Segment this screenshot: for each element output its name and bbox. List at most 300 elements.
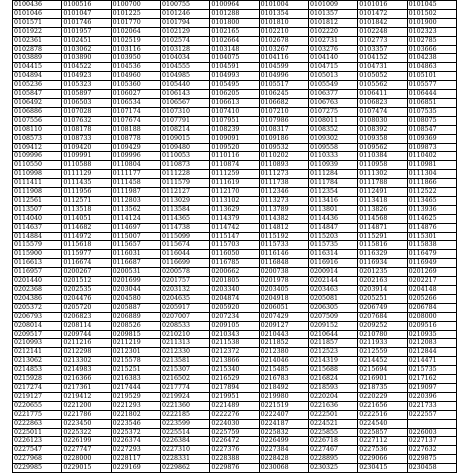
table-cell: 0116314 [308, 250, 357, 259]
table-cell: 0225759 [210, 428, 259, 437]
table-cell: 0210780 [358, 330, 407, 339]
table-cell: 0225832 [259, 428, 308, 437]
table-cell: 0217162 [407, 375, 456, 384]
table-cell: 0111304 [407, 170, 456, 179]
table-cell: 0200531 [111, 268, 160, 277]
table-cell: 0102323 [407, 27, 456, 36]
table-cell: 0114972 [62, 232, 111, 241]
table-cell: 0112561 [13, 196, 62, 205]
table-cell: 0222516 [358, 410, 407, 419]
table-cell: 0102165 [210, 27, 259, 36]
table-cell: 0115147 [210, 232, 259, 241]
table-cell: 0103666 [407, 45, 456, 54]
table-cell: 0204476 [62, 294, 111, 303]
table-cell: 0114051 [62, 214, 111, 223]
table-cell: 0205720 [62, 303, 111, 312]
table-cell: 0114382 [259, 214, 308, 223]
table-cell: 0100436 [13, 1, 62, 10]
table-row [13, 81, 457, 90]
table-cell: 0106205 [210, 90, 259, 99]
table-cell: 0103062 [62, 45, 111, 54]
table-cell: 0115900 [13, 250, 62, 259]
table-row [13, 348, 457, 357]
table-cell: 0116916 [308, 259, 357, 268]
table-cell: 0211538 [210, 339, 259, 348]
table-cell: 0215485 [259, 366, 308, 375]
table-cell: 0104894 [13, 72, 62, 81]
table-cell: 0103267 [259, 45, 308, 54]
table-cell: 0107674 [111, 116, 160, 125]
table-cell: 0107791 [160, 116, 209, 125]
table-cell: 0108778 [111, 134, 160, 143]
table-cell: 0220204 [308, 392, 357, 401]
table-cell: 0228000 [62, 455, 111, 464]
table-cell: 0115674 [160, 241, 209, 250]
table-cell: 0100700 [111, 1, 160, 10]
table-row [13, 392, 457, 401]
table-cell: 0212372 [210, 348, 259, 357]
table-cell: 0106027 [111, 90, 160, 99]
table-row [13, 1, 457, 10]
table-cell: 0108178 [62, 125, 111, 134]
table-cell: 0102664 [210, 36, 259, 45]
table-cell: 0206784 [407, 303, 456, 312]
table-cell: 0212141 [13, 348, 62, 357]
table-cell: 0226384 [160, 437, 209, 446]
table-cell: 0111458 [111, 179, 160, 188]
table-row [13, 277, 457, 286]
table-cell: 0115301 [407, 232, 456, 241]
table-cell: 0111129 [62, 170, 111, 179]
table-row [13, 241, 457, 250]
table-cell: 0114884 [13, 232, 62, 241]
table-cell: 0216901 [358, 375, 407, 384]
table-cell: 0212380 [259, 348, 308, 357]
table-cell: 0227310 [160, 446, 209, 455]
table-row [13, 294, 457, 303]
table-cell: 0226123 [13, 437, 62, 446]
table-cell: 0109562 [358, 143, 407, 152]
table-cell: 0110116 [210, 152, 259, 161]
table-cell: 0209516 [407, 321, 456, 330]
table-cell: 0217274 [13, 383, 62, 392]
table-cell: 0106682 [259, 98, 308, 107]
table-cell: 0116699 [160, 259, 209, 268]
table-cell: 0227376 [210, 446, 259, 455]
table-cell: 0108317 [259, 125, 308, 134]
table-cell: 0206305 [308, 303, 357, 312]
table-cell: 0108547 [407, 125, 456, 134]
table-cell: 0220655 [13, 401, 62, 410]
table-cell: 0209517 [13, 330, 62, 339]
table-cell: 0113518 [62, 205, 111, 214]
table-cell: 0208000 [407, 312, 456, 321]
table-cell: 0110550 [13, 161, 62, 170]
table-cell: 0209152 [308, 321, 357, 330]
table-cell: 0101472 [358, 9, 407, 18]
table-cell: 0116934 [358, 259, 407, 268]
table-row [13, 455, 457, 464]
table-cell: 0209127 [259, 321, 308, 330]
table-cell: 0114040 [13, 214, 62, 223]
table-cell: 0228388 [210, 455, 259, 464]
table-cell: 0104140 [308, 54, 357, 63]
table-cell: 0105360 [111, 81, 160, 90]
table-cell: 0200267 [62, 268, 111, 277]
table-cell: 0105440 [160, 81, 209, 90]
table-cell: 0200738 [259, 268, 308, 277]
table-cell: 0208014 [13, 321, 62, 330]
table-cell: 0210993 [13, 339, 62, 348]
table-cell: 0110873 [160, 161, 209, 170]
table-cell: 0116785 [210, 259, 259, 268]
table-cell: 0201757 [160, 277, 209, 286]
table-cell: 0222185 [160, 410, 209, 419]
table-cell: 0103357 [358, 45, 407, 54]
table-cell: 0223599 [160, 419, 209, 428]
table-cell: 0204148 [407, 286, 456, 295]
table-row [13, 286, 457, 295]
table-cell: 0115618 [62, 241, 111, 250]
table-cell: 0217361 [62, 383, 111, 392]
table-cell: 0109369 [407, 134, 456, 143]
table-cell: 0212301 [111, 348, 160, 357]
table-cell: 0105052 [358, 72, 407, 81]
table-cell: 0219924 [160, 392, 209, 401]
table-cell: 0221775 [13, 410, 62, 419]
table-cell: 0102220 [308, 27, 357, 36]
table-cell: 0114682 [62, 223, 111, 232]
table-cell: 0106886 [13, 107, 62, 116]
table-cell: 0111987 [111, 188, 160, 197]
table-cell: 0207429 [259, 312, 308, 321]
table-cell: 0114871 [358, 223, 407, 232]
table-cell: 0221519 [259, 401, 308, 410]
table-row [13, 36, 457, 45]
table-cell: 0215735 [407, 366, 456, 375]
table-cell: 0214046 [259, 357, 308, 366]
table-cell: 0115838 [407, 241, 456, 250]
table-cell: 0201440 [13, 277, 62, 286]
table-cell: 0210644 [308, 330, 357, 339]
table-cell: 0111228 [160, 170, 209, 179]
table-cell: 0105577 [407, 81, 456, 90]
table-cell: 0100755 [160, 1, 209, 10]
table-cell: 0102451 [62, 36, 111, 45]
table-cell: 0114876 [407, 223, 456, 232]
table-cell: 0108214 [160, 125, 209, 134]
table-cell: 0101225 [111, 9, 160, 18]
table-cell: 0102678 [259, 36, 308, 45]
table-cell: 0110333 [308, 152, 357, 161]
table-cell: 0207509 [308, 312, 357, 321]
table-cell: 0107275 [308, 107, 357, 116]
table-cell: 0226718 [308, 437, 357, 446]
table-row [13, 152, 457, 161]
table-cell: 0106534 [111, 98, 160, 107]
table-cell: 0220396 [407, 392, 456, 401]
table-cell: 0107951 [210, 116, 259, 125]
table-cell: 0227632 [407, 446, 456, 455]
id-number-table-body [13, 1, 457, 473]
table-cell: 0205372 [13, 303, 62, 312]
table-cell: 0102574 [160, 36, 209, 45]
table-cell: 0226472 [210, 437, 259, 446]
table-cell: 0101800 [210, 18, 259, 27]
table-row [13, 259, 457, 268]
table-cell: 0109558 [308, 143, 357, 152]
table-cell: 0104522 [62, 63, 111, 72]
id-number-table [12, 0, 457, 473]
table-row [13, 383, 457, 392]
table-cell: 0112127 [160, 188, 209, 197]
table-cell: 0224030 [210, 419, 259, 428]
table-cell: 0116957 [13, 268, 62, 277]
table-cell: 0202144 [308, 277, 357, 286]
table-cell: 0116674 [62, 259, 111, 268]
table-cell: 0201978 [259, 277, 308, 286]
table-cell: 0211852 [259, 339, 308, 348]
table-cell: 0116329 [358, 250, 407, 259]
table-cell: 0228895 [308, 455, 357, 464]
table-cell: 0101794 [160, 18, 209, 27]
table-cell: 0225322 [62, 428, 111, 437]
table-cell: 0109186 [259, 134, 308, 143]
table-cell: 0104415 [13, 63, 62, 72]
table-cell: 0109015 [160, 134, 209, 143]
table-cell: 0225011 [13, 428, 62, 437]
table-cell: 0107028 [62, 107, 111, 116]
table-cell: 0111866 [407, 179, 456, 188]
table-cell: 0104731 [358, 63, 407, 72]
table-cell: 0101004 [259, 1, 308, 10]
table-cell: 0116044 [160, 250, 209, 259]
table-row [13, 330, 457, 339]
table-cell: 0112354 [308, 188, 357, 197]
table-cell: 0207234 [210, 312, 259, 321]
table-cell: 0104555 [160, 63, 209, 72]
table-cell: 0209744 [62, 330, 111, 339]
table-cell: 0219097 [407, 383, 456, 392]
table-cell: 0108075 [407, 116, 456, 125]
table-cell: 0204874 [210, 294, 259, 303]
table-cell: 0227536 [358, 446, 407, 455]
table-cell: 0104238 [407, 54, 456, 63]
table-cell: 0109520 [210, 143, 259, 152]
table-cell: 0113629 [210, 205, 259, 214]
table-row [13, 9, 457, 18]
table-cell: 0210343 [210, 330, 259, 339]
table-cell: 0216383 [111, 375, 160, 384]
table-cell: 0222863 [13, 419, 62, 428]
table-row [13, 437, 457, 446]
table-cell [407, 419, 456, 428]
table-cell: 0109358 [358, 134, 407, 143]
table-cell: 0106503 [62, 98, 111, 107]
table-cell: 0116687 [111, 259, 160, 268]
table-row [13, 232, 457, 241]
table-cell: 0107556 [13, 116, 62, 125]
table-cell: 0205266 [407, 294, 456, 303]
table-cell: 0111435 [62, 179, 111, 188]
table-cell: 0111177 [111, 170, 160, 179]
table-cell: 0108352 [308, 125, 357, 134]
table-cell: 0105013 [308, 72, 357, 81]
table-cell: 0224187 [259, 419, 308, 428]
table-cell: 0102129 [160, 27, 209, 36]
table-row [13, 214, 457, 223]
table-cell: 0201235 [358, 268, 407, 277]
table-cell: 0204918 [259, 294, 308, 303]
table-cell: 0114847 [308, 223, 357, 232]
table-cell: 0106444 [407, 90, 456, 99]
table-cell: 0108392 [358, 125, 407, 134]
table-cell: 0200578 [160, 268, 209, 277]
table-row [13, 179, 457, 188]
table-cell: 0230325 [308, 464, 357, 473]
table-cell: 0208114 [62, 321, 111, 330]
table-cell: 0227547 [13, 446, 62, 455]
table-cell: 0215251 [111, 366, 160, 375]
table-cell: 0110053 [160, 152, 209, 161]
table-cell: 0103116 [111, 45, 160, 54]
table-cell: 0106567 [160, 98, 209, 107]
table-cell: 0218735 [358, 383, 407, 392]
table-cell: 0227747 [62, 446, 111, 455]
table-cell: 0215340 [210, 366, 259, 375]
table-cell: 0101502 [407, 9, 456, 18]
table-cell: 0200662 [210, 268, 259, 277]
table-cell: 0107474 [358, 107, 407, 116]
table-cell: 0109412 [13, 143, 62, 152]
table-cell: 0203463 [308, 286, 357, 295]
table-row [13, 170, 457, 179]
table-cell: 0215307 [160, 366, 209, 375]
table-cell: 0212559 [358, 348, 407, 357]
table-cell: 0104715 [308, 63, 357, 72]
table-cell: 0102731 [308, 36, 357, 45]
table-cell: 0106823 [358, 98, 407, 107]
table-cell: 0219127 [13, 392, 62, 401]
table-cell: 0221489 [210, 401, 259, 410]
table-cell: 0203132 [160, 286, 209, 295]
table-cell: 0213581 [160, 357, 209, 366]
table-cell: 0109429 [111, 143, 160, 152]
table-cell: 0222501 [308, 410, 357, 419]
table-cell: 0101246 [160, 9, 209, 18]
table-row [13, 410, 457, 419]
table-cell: 0110958 [358, 161, 407, 170]
table-cell: 0221786 [62, 410, 111, 419]
table-cell: 0215694 [358, 366, 407, 375]
table-cell: 0115735 [308, 241, 357, 250]
table-cell: 0104075 [210, 54, 259, 63]
table-cell: 0216529 [210, 375, 259, 384]
table-cell: 0210210 [160, 330, 209, 339]
table-cell: 0214983 [62, 366, 111, 375]
table-cell: 0113102 [210, 196, 259, 205]
table-cell: 0106851 [407, 98, 456, 107]
table-cell: 0109996 [111, 152, 160, 161]
table-cell: 0101009 [308, 1, 357, 10]
table-cell: 0115816 [358, 241, 407, 250]
table-cell: 0109480 [160, 143, 209, 152]
table-cell: 0110893 [259, 161, 308, 170]
table-cell: 0227384 [259, 446, 308, 455]
table-cell: 0105101 [407, 72, 456, 81]
table-cell: 0116479 [407, 250, 456, 259]
table-cell: 0230068 [259, 464, 308, 473]
table-cell: 0224521 [308, 419, 357, 428]
table-cell: 0116146 [259, 250, 308, 259]
table-cell: 0115657 [111, 241, 160, 250]
table-cell: 0212298 [62, 348, 111, 357]
table-cell: 0203914 [358, 286, 407, 295]
table-cell: 0111284 [308, 170, 357, 179]
table-cell: 0207007 [160, 312, 209, 321]
table-cell: 0222276 [210, 410, 259, 419]
table-cell: 0209105 [210, 321, 259, 330]
table-cell: 0202217 [407, 277, 456, 286]
table-cell: 0112491 [358, 188, 407, 197]
table-cell: 0111259 [210, 170, 259, 179]
table-cell: 0216502 [160, 375, 209, 384]
table-cell: 0105549 [308, 81, 357, 90]
table-cell: 0211857 [308, 339, 357, 348]
table-cell: 0104591 [210, 63, 259, 72]
table-cell: 0101842 [358, 18, 407, 27]
table-cell: 0103890 [62, 54, 111, 63]
table-cell: 0217894 [210, 383, 259, 392]
table-cell: 0228331 [160, 455, 209, 464]
table-row [13, 419, 457, 428]
table-cell: 0114379 [210, 214, 259, 223]
table-cell: 0103148 [210, 45, 259, 54]
table-cell: 0203340 [210, 286, 259, 295]
table-cell: 0111579 [160, 179, 209, 188]
table-cell: 0108239 [210, 125, 259, 134]
table-row [13, 401, 457, 410]
table-cell: 0227968 [13, 455, 62, 464]
table-cell: 0226374 [111, 437, 160, 446]
table-cell: 0229985 [13, 464, 62, 473]
table-cell: 0215688 [308, 366, 357, 375]
table-cell: 0116031 [111, 250, 160, 259]
table-cell: 0116949 [407, 259, 456, 268]
table-cell: 0104034 [160, 54, 209, 63]
table-cell: 0101922 [13, 27, 62, 36]
table-cell: 0209252 [358, 321, 407, 330]
table-cell: 0211313 [160, 339, 209, 348]
table-cell: 0113465 [407, 196, 456, 205]
table-cell: 0102064 [111, 27, 160, 36]
table-cell: 0107410 [210, 107, 259, 116]
table-cell: 0115099 [160, 232, 209, 241]
table-cell: 0107310 [160, 107, 209, 116]
table-cell: 0205887 [111, 303, 160, 312]
table-cell: 0110998 [13, 170, 62, 179]
table-row [13, 90, 457, 99]
table-cell: 0215928 [13, 375, 62, 384]
table-cell: 0109991 [62, 152, 111, 161]
table-cell: 0229862 [160, 464, 209, 473]
table-cell: 0205920 [210, 303, 259, 312]
table-cell: 0103276 [308, 45, 357, 54]
table-cell: 0104993 [210, 72, 259, 81]
table-cell: 0104599 [259, 63, 308, 72]
table-cell: 0229066 [358, 455, 407, 464]
table-cell: 0112170 [210, 188, 259, 197]
